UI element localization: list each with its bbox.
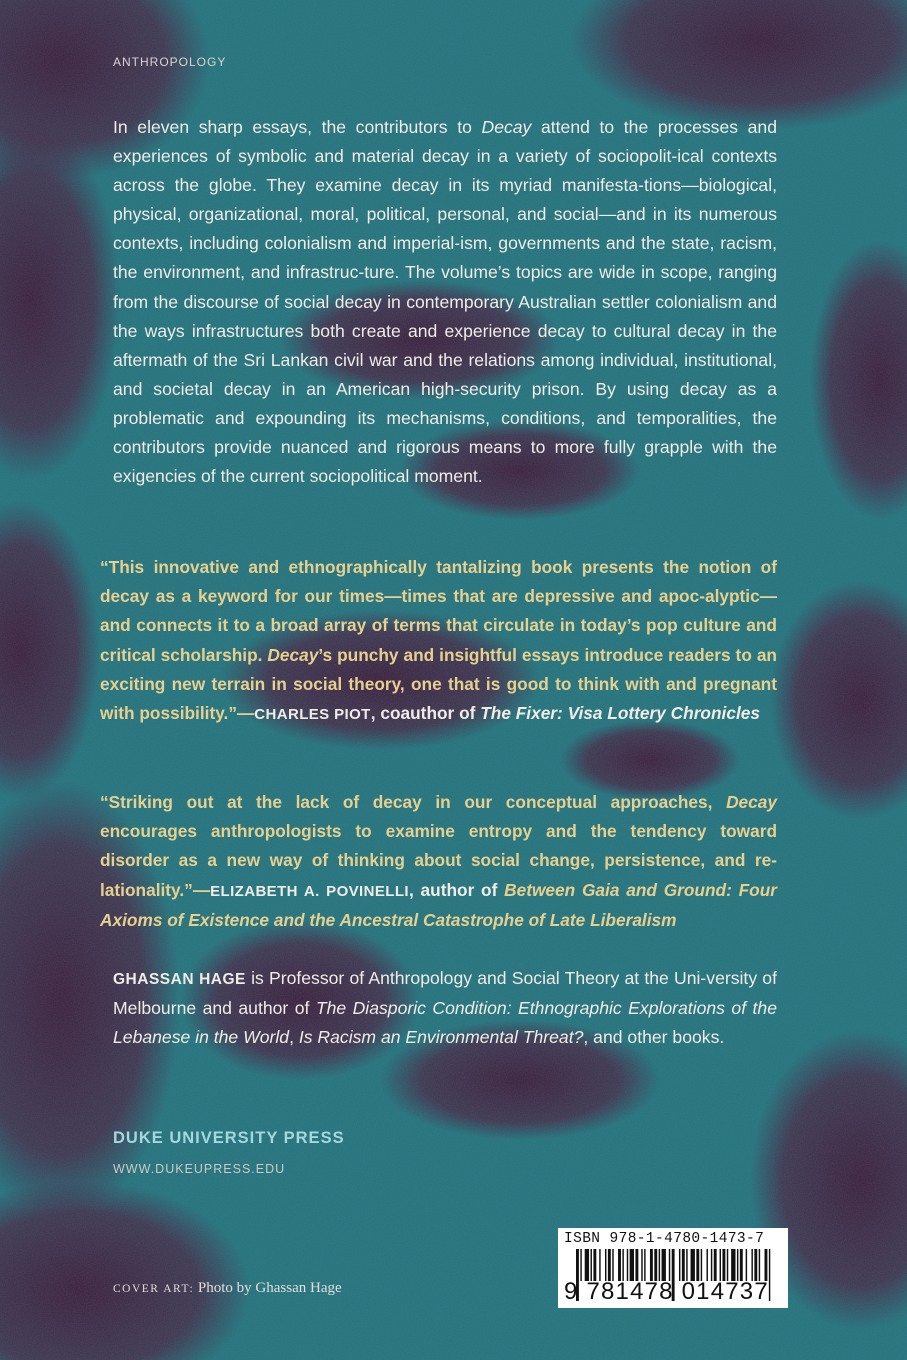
credit-label: COVER ART: xyxy=(113,1283,195,1295)
barcode-bar xyxy=(686,1249,687,1281)
barcode-bar xyxy=(737,1249,738,1281)
barcode-bar xyxy=(630,1249,634,1281)
barcode-bar xyxy=(701,1249,702,1281)
author-name: GHASSAN HAGE xyxy=(113,971,246,988)
barcode-bar xyxy=(635,1249,638,1281)
publisher-name: DUKE UNIVERSITY PRESS xyxy=(113,1129,345,1147)
barcode-bar xyxy=(641,1249,642,1281)
barcode-bar xyxy=(627,1249,628,1281)
bio-text: , xyxy=(289,1027,299,1048)
barcode-bar xyxy=(746,1249,747,1281)
barcode-bar xyxy=(679,1249,680,1281)
barcode-bar xyxy=(714,1249,717,1281)
endorsement-quote xyxy=(100,788,782,935)
barcode-bar xyxy=(754,1249,757,1281)
barcode-bar xyxy=(612,1249,613,1281)
quote-text: “Striking out at the lack of decay in our conceptual approaches, xyxy=(100,792,727,812)
barcode-bar xyxy=(696,1249,699,1281)
bio-text: is Professor of Anthropology and Social Theory at the Uni-versity of Melbourne and author of xyxy=(113,968,782,1019)
barcode-bar xyxy=(740,1249,743,1281)
endorser-book: The Fixer: Visa Lottery Chronicles xyxy=(480,703,760,724)
barcode-bar xyxy=(722,1249,725,1281)
author-bio xyxy=(113,964,782,1053)
barcode-bar xyxy=(727,1249,728,1281)
category-label: ANTHROPOLOGY xyxy=(113,55,227,69)
author-book: The Diasporic Condition: Ethnographic Explorations of the Lebanese in the World xyxy=(113,998,782,1048)
quote-text: “This innovative and ethnographically tantalizing book presents the notion of decay as a keyword for our times—times that are depressive and apoc-alyptic—and connects it to a broad array of terms that circulate in today’s pop culture and critical scholarship. xyxy=(100,557,782,665)
barcode-bar xyxy=(599,1249,600,1281)
barcode-bar xyxy=(618,1249,621,1281)
endorser-name: ELIZABETH A. POVINELLI xyxy=(210,882,409,900)
barcode-right-digits: 014737 xyxy=(681,1278,769,1305)
barcode-bar xyxy=(691,1249,695,1281)
barcode-bar xyxy=(711,1249,712,1281)
barcode-bar xyxy=(593,1249,596,1281)
barcode-bar xyxy=(669,1249,670,1281)
book-title: Decay xyxy=(267,644,319,665)
barcode-bar xyxy=(682,1249,685,1281)
author-book: Is Racism an Environmental Threat? xyxy=(298,1027,584,1048)
endorser-name: CHARLES PIOT xyxy=(254,706,371,724)
barcode-bar xyxy=(720,1249,721,1281)
barcode-bar xyxy=(591,1249,592,1281)
barcode-bar xyxy=(731,1249,735,1281)
endorsement-quote xyxy=(100,553,782,729)
endorser-book: Between Gaia and Ground: Four Axioms of Existence and the Ancestral Catastrophe of Late Liberalism xyxy=(100,879,782,930)
isbn-barcode xyxy=(558,1228,788,1308)
barcode-bar xyxy=(644,1249,645,1281)
barcode-left-digits: 781478 xyxy=(586,1278,674,1305)
quote-text: encourages anthropologists to examine entropy and the tendency toward disorder as a new way of thinking about social change, persistence, and re-lationality.”— xyxy=(100,792,782,900)
credit-text: Photo by Ghassan Hage xyxy=(194,1280,342,1296)
barcode-bar xyxy=(654,1249,657,1281)
barcode-bar xyxy=(605,1249,606,1281)
barcode-first-digit: 9 xyxy=(564,1278,579,1305)
barcode-bar xyxy=(622,1249,623,1281)
barcode-bar xyxy=(585,1249,589,1281)
endorser-credit: , author of xyxy=(408,879,505,900)
barcode-bar xyxy=(707,1249,708,1281)
barcode-bar xyxy=(765,1249,768,1281)
description-text: In eleven sharp essays, the contributors to xyxy=(113,117,482,137)
publisher-url: WWW.DUKEUPRESS.EDU xyxy=(113,1162,286,1176)
barcode-bar xyxy=(580,1249,581,1281)
book-description xyxy=(113,113,782,491)
barcode-digits xyxy=(564,1278,784,1306)
barcode-bar xyxy=(650,1249,653,1281)
isbn-number: ISBN 978-1-4780-1473-7 xyxy=(564,1231,765,1247)
bio-text: , and other books. xyxy=(583,1027,725,1048)
quote-text: ’s punchy and insightful essays introduce readers to an exciting new terrain in social theory, one that is good to think with and pregnant with possibility.”— xyxy=(100,644,782,724)
barcode-bar xyxy=(662,1249,666,1281)
cover-credit xyxy=(113,1280,342,1297)
description-text: attend to the processes and experiences of symbolic and material decay in a variety of sociopolit-ical contexts across the globe. They examine decay in its myriad manifesta-tions—biological, physical, organizational, moral, political, personal, and social—and in its numerous contexts, including colonialism and imperial-ism, governments and the state, racism, the environment, and infrastruc-ture. The volume’s topics are wide in scope, ranging from the discourse of social decay in contemporary Australian settler colonialism and the ways infrastructures both create and experience decay to cultural decay in the aftermath of the Sri Lankan civil war and the relations among individual, institutional, and societal decay in an American high-security prison. By using decay as a problematic and expounding its mechanisms, conditions, and temporalities, the contributors provide nuanced and rigorous means to more fully grapple with the exigencies of the current sociopolitical moment. xyxy=(113,117,782,487)
book-title: Decay xyxy=(481,117,532,137)
barcode-bar xyxy=(608,1249,611,1281)
barcode-bar xyxy=(751,1249,752,1281)
endorser-credit: , coauthor of xyxy=(370,703,481,724)
barcode-bar xyxy=(659,1249,660,1281)
book-title: Decay xyxy=(726,792,777,812)
barcode-bar xyxy=(759,1249,760,1281)
